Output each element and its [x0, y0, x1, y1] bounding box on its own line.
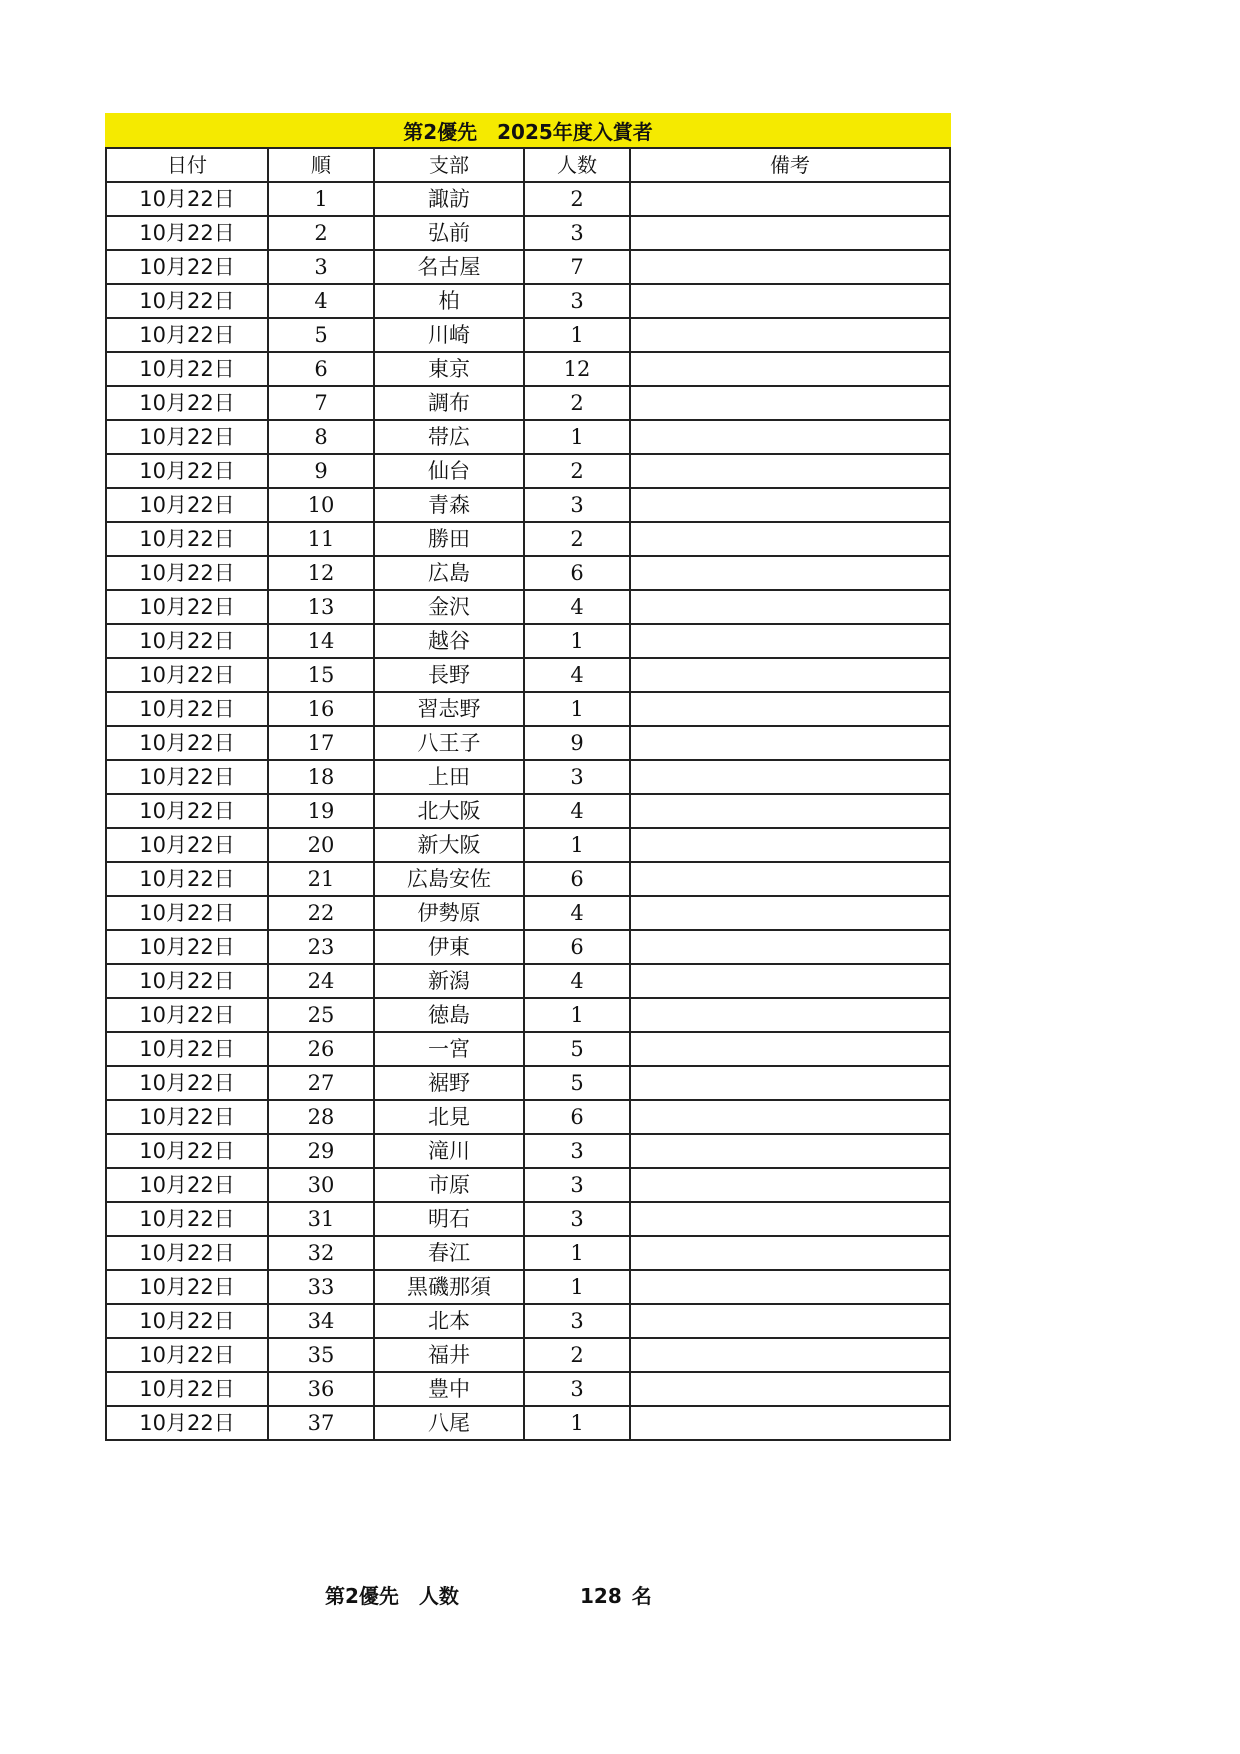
table-row — [106, 1202, 950, 1236]
cell-order: 35 — [268, 1338, 374, 1372]
cell-branch: 調布 — [374, 386, 524, 420]
cell-count: 1 — [524, 318, 630, 352]
cell-order: 13 — [268, 590, 374, 624]
cell-count: 2 — [524, 1338, 630, 1372]
cell-note — [630, 488, 950, 522]
award-sheet — [105, 113, 951, 1441]
cell-note — [630, 862, 950, 896]
table-row — [106, 284, 950, 318]
cell-note — [630, 284, 950, 318]
cell-count: 1 — [524, 828, 630, 862]
cell-count: 1 — [524, 624, 630, 658]
cell-note — [630, 658, 950, 692]
cell-note — [630, 896, 950, 930]
table-row — [106, 556, 950, 590]
cell-branch: 豊中 — [374, 1372, 524, 1406]
cell-date: 10月22日 — [106, 998, 268, 1032]
cell-branch: 柏 — [374, 284, 524, 318]
cell-date: 10月22日 — [106, 556, 268, 590]
cell-branch: 伊東 — [374, 930, 524, 964]
cell-order: 26 — [268, 1032, 374, 1066]
table-row — [106, 454, 950, 488]
cell-note — [630, 590, 950, 624]
cell-order: 14 — [268, 624, 374, 658]
cell-order: 7 — [268, 386, 374, 420]
cell-order: 23 — [268, 930, 374, 964]
cell-order: 15 — [268, 658, 374, 692]
cell-date: 10月22日 — [106, 216, 268, 250]
cell-branch: 黒磯那須 — [374, 1270, 524, 1304]
table-row — [106, 1066, 950, 1100]
cell-date: 10月22日 — [106, 1406, 268, 1440]
cell-date: 10月22日 — [106, 1236, 268, 1270]
cell-order: 11 — [268, 522, 374, 556]
cell-branch: 八王子 — [374, 726, 524, 760]
cell-note — [630, 1372, 950, 1406]
cell-branch: 名古屋 — [374, 250, 524, 284]
cell-branch: 春江 — [374, 1236, 524, 1270]
cell-date: 10月22日 — [106, 930, 268, 964]
cell-date: 10月22日 — [106, 182, 268, 216]
cell-branch: 裾野 — [374, 1066, 524, 1100]
cell-count: 12 — [524, 352, 630, 386]
cell-order: 9 — [268, 454, 374, 488]
cell-branch: 明石 — [374, 1202, 524, 1236]
cell-note — [630, 1304, 950, 1338]
table-row — [106, 930, 950, 964]
cell-date: 10月22日 — [106, 420, 268, 454]
cell-count: 2 — [524, 386, 630, 420]
cell-note — [630, 556, 950, 590]
table-row — [106, 1406, 950, 1440]
table-row — [106, 420, 950, 454]
cell-note — [630, 692, 950, 726]
cell-note — [630, 1338, 950, 1372]
cell-count: 1 — [524, 692, 630, 726]
cell-count: 7 — [524, 250, 630, 284]
cell-branch: 滝川 — [374, 1134, 524, 1168]
cell-date: 10月22日 — [106, 1168, 268, 1202]
cell-order: 6 — [268, 352, 374, 386]
cell-branch: 一宮 — [374, 1032, 524, 1066]
cell-note — [630, 726, 950, 760]
cell-order: 31 — [268, 1202, 374, 1236]
table-row — [106, 488, 950, 522]
cell-count: 1 — [524, 420, 630, 454]
total-summary — [0, 1580, 1240, 1610]
cell-order: 22 — [268, 896, 374, 930]
table-row — [106, 216, 950, 250]
cell-count: 2 — [524, 454, 630, 488]
table-row — [106, 1270, 950, 1304]
header-date: 日付 — [106, 148, 268, 182]
table-row — [106, 590, 950, 624]
cell-branch: 長野 — [374, 658, 524, 692]
cell-note — [630, 760, 950, 794]
cell-branch: 北大阪 — [374, 794, 524, 828]
cell-count: 1 — [524, 998, 630, 1032]
table-row — [106, 522, 950, 556]
cell-branch: 新潟 — [374, 964, 524, 998]
cell-branch: 福井 — [374, 1338, 524, 1372]
cell-branch: 東京 — [374, 352, 524, 386]
cell-order: 34 — [268, 1304, 374, 1338]
cell-note — [630, 1066, 950, 1100]
cell-order: 28 — [268, 1100, 374, 1134]
cell-date: 10月22日 — [106, 1134, 268, 1168]
cell-date: 10月22日 — [106, 760, 268, 794]
cell-order: 1 — [268, 182, 374, 216]
cell-order: 32 — [268, 1236, 374, 1270]
award-table — [105, 147, 951, 1441]
cell-date: 10月22日 — [106, 828, 268, 862]
cell-note — [630, 998, 950, 1032]
table-row — [106, 760, 950, 794]
cell-branch: 青森 — [374, 488, 524, 522]
cell-count: 3 — [524, 216, 630, 250]
cell-branch: 広島安佐 — [374, 862, 524, 896]
cell-order: 12 — [268, 556, 374, 590]
cell-date: 10月22日 — [106, 964, 268, 998]
total-label: 第2優先 人数 — [325, 1584, 459, 1608]
cell-order: 36 — [268, 1372, 374, 1406]
cell-count: 4 — [524, 896, 630, 930]
table-row — [106, 862, 950, 896]
cell-branch: 新大阪 — [374, 828, 524, 862]
cell-date: 10月22日 — [106, 794, 268, 828]
cell-count: 3 — [524, 284, 630, 318]
cell-count: 5 — [524, 1066, 630, 1100]
cell-date: 10月22日 — [106, 1066, 268, 1100]
table-row — [106, 182, 950, 216]
cell-branch: 北見 — [374, 1100, 524, 1134]
cell-branch: 越谷 — [374, 624, 524, 658]
cell-date: 10月22日 — [106, 896, 268, 930]
cell-note — [630, 1406, 950, 1440]
cell-date: 10月22日 — [106, 284, 268, 318]
cell-count: 6 — [524, 1100, 630, 1134]
cell-note — [630, 794, 950, 828]
cell-order: 17 — [268, 726, 374, 760]
cell-order: 16 — [268, 692, 374, 726]
table-row — [106, 624, 950, 658]
cell-note — [630, 454, 950, 488]
cell-count: 2 — [524, 522, 630, 556]
cell-date: 10月22日 — [106, 726, 268, 760]
header-count: 人数 — [524, 148, 630, 182]
cell-count: 3 — [524, 488, 630, 522]
cell-date: 10月22日 — [106, 1338, 268, 1372]
table-row — [106, 1372, 950, 1406]
header-note: 備考 — [630, 148, 950, 182]
cell-date: 10月22日 — [106, 318, 268, 352]
table-row — [106, 352, 950, 386]
cell-note — [630, 964, 950, 998]
table-row — [106, 794, 950, 828]
header-order: 順 — [268, 148, 374, 182]
cell-count: 1 — [524, 1406, 630, 1440]
table-row — [106, 964, 950, 998]
table-row — [106, 658, 950, 692]
cell-note — [630, 1168, 950, 1202]
table-row — [106, 692, 950, 726]
cell-count: 3 — [524, 1168, 630, 1202]
cell-count: 6 — [524, 862, 630, 896]
header-row — [106, 148, 950, 182]
cell-note — [630, 1236, 950, 1270]
cell-order: 8 — [268, 420, 374, 454]
table-row — [106, 1338, 950, 1372]
cell-order: 21 — [268, 862, 374, 896]
table-row — [106, 250, 950, 284]
cell-count: 4 — [524, 964, 630, 998]
cell-note — [630, 182, 950, 216]
cell-branch: 弘前 — [374, 216, 524, 250]
table-row — [106, 726, 950, 760]
cell-order: 19 — [268, 794, 374, 828]
cell-branch: 上田 — [374, 760, 524, 794]
table-row — [106, 1168, 950, 1202]
cell-count: 1 — [524, 1270, 630, 1304]
cell-note — [630, 1032, 950, 1066]
cell-date: 10月22日 — [106, 624, 268, 658]
table-body — [106, 182, 950, 1440]
cell-date: 10月22日 — [106, 1270, 268, 1304]
table-row — [106, 1134, 950, 1168]
table-row — [106, 998, 950, 1032]
cell-date: 10月22日 — [106, 862, 268, 896]
cell-order: 37 — [268, 1406, 374, 1440]
cell-note — [630, 624, 950, 658]
cell-date: 10月22日 — [106, 454, 268, 488]
cell-order: 20 — [268, 828, 374, 862]
table-row — [106, 1304, 950, 1338]
cell-count: 4 — [524, 590, 630, 624]
cell-note — [630, 1100, 950, 1134]
cell-note — [630, 930, 950, 964]
cell-date: 10月22日 — [106, 1032, 268, 1066]
cell-date: 10月22日 — [106, 658, 268, 692]
cell-branch: 伊勢原 — [374, 896, 524, 930]
cell-note — [630, 318, 950, 352]
cell-branch: 徳島 — [374, 998, 524, 1032]
cell-date: 10月22日 — [106, 386, 268, 420]
cell-note — [630, 1134, 950, 1168]
cell-count: 3 — [524, 1134, 630, 1168]
cell-branch: 八尾 — [374, 1406, 524, 1440]
cell-branch: 川崎 — [374, 318, 524, 352]
cell-count: 4 — [524, 794, 630, 828]
cell-branch: 諏訪 — [374, 182, 524, 216]
cell-date: 10月22日 — [106, 522, 268, 556]
table-row — [106, 318, 950, 352]
cell-order: 24 — [268, 964, 374, 998]
cell-order: 27 — [268, 1066, 374, 1100]
cell-count: 1 — [524, 1236, 630, 1270]
cell-note — [630, 216, 950, 250]
cell-note — [630, 352, 950, 386]
cell-order: 29 — [268, 1134, 374, 1168]
table-row — [106, 828, 950, 862]
cell-branch: 北本 — [374, 1304, 524, 1338]
cell-branch: 帯広 — [374, 420, 524, 454]
cell-branch: 市原 — [374, 1168, 524, 1202]
total-unit: 名 — [631, 1584, 652, 1608]
cell-count: 6 — [524, 930, 630, 964]
cell-order: 3 — [268, 250, 374, 284]
table-row — [106, 1100, 950, 1134]
table-row — [106, 896, 950, 930]
cell-date: 10月22日 — [106, 352, 268, 386]
cell-count: 6 — [524, 556, 630, 590]
cell-note — [630, 522, 950, 556]
table-row — [106, 1032, 950, 1066]
cell-note — [630, 828, 950, 862]
header-branch: 支部 — [374, 148, 524, 182]
cell-count: 3 — [524, 1372, 630, 1406]
cell-date: 10月22日 — [106, 1100, 268, 1134]
table-row — [106, 1236, 950, 1270]
cell-branch: 仙台 — [374, 454, 524, 488]
cell-order: 33 — [268, 1270, 374, 1304]
cell-count: 3 — [524, 1304, 630, 1338]
cell-count: 5 — [524, 1032, 630, 1066]
cell-date: 10月22日 — [106, 250, 268, 284]
cell-order: 2 — [268, 216, 374, 250]
cell-order: 25 — [268, 998, 374, 1032]
cell-branch: 金沢 — [374, 590, 524, 624]
cell-branch: 勝田 — [374, 522, 524, 556]
table-row — [106, 386, 950, 420]
cell-note — [630, 1270, 950, 1304]
cell-branch: 習志野 — [374, 692, 524, 726]
cell-order: 5 — [268, 318, 374, 352]
cell-count: 3 — [524, 760, 630, 794]
cell-date: 10月22日 — [106, 590, 268, 624]
total-value-group — [580, 1580, 652, 1609]
cell-date: 10月22日 — [106, 692, 268, 726]
total-value: 128 — [580, 1584, 622, 1608]
cell-date: 10月22日 — [106, 1304, 268, 1338]
cell-count: 2 — [524, 182, 630, 216]
cell-branch: 広島 — [374, 556, 524, 590]
cell-count: 4 — [524, 658, 630, 692]
cell-count: 9 — [524, 726, 630, 760]
cell-note — [630, 250, 950, 284]
cell-order: 18 — [268, 760, 374, 794]
cell-note — [630, 386, 950, 420]
cell-date: 10月22日 — [106, 1372, 268, 1406]
cell-count: 3 — [524, 1202, 630, 1236]
cell-note — [630, 1202, 950, 1236]
cell-order: 10 — [268, 488, 374, 522]
cell-date: 10月22日 — [106, 488, 268, 522]
cell-order: 4 — [268, 284, 374, 318]
sheet-title: 第2優先 2025年度入賞者 — [105, 113, 951, 147]
cell-date: 10月22日 — [106, 1202, 268, 1236]
cell-note — [630, 420, 950, 454]
cell-order: 30 — [268, 1168, 374, 1202]
